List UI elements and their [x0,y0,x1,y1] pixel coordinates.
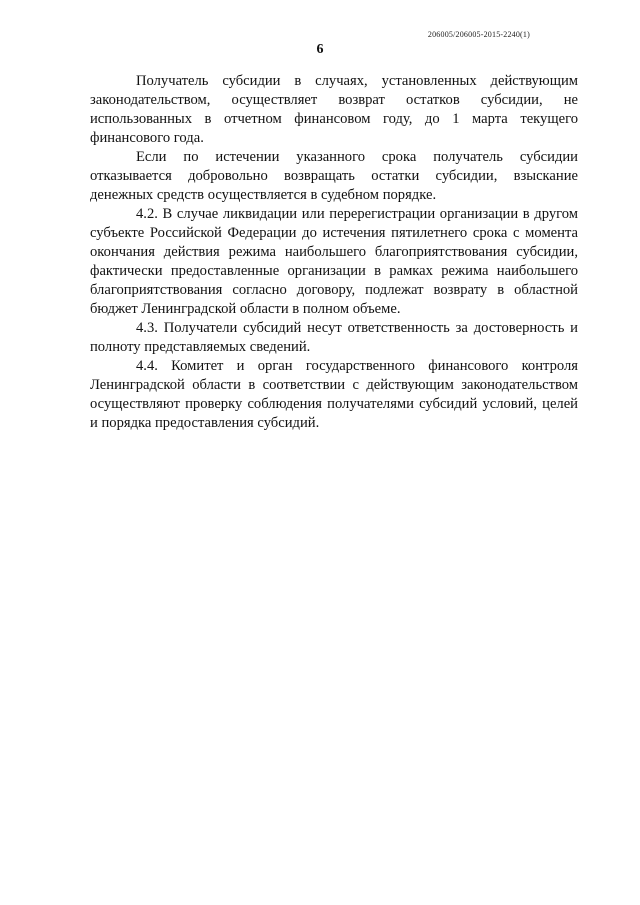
paragraph-court-recovery: Если по истечении указанного срока получатель субсидии отказывается добровольно возвращать остатки субсидии, взыскание денежных средств осуществляется в судебном порядке. [90,149,578,203]
document-code: 206005/206005-2015-2240(1) [427,30,530,39]
paragraph-4-4-control: 4.4. Комитет и орган государственного финансового контроля Ленинградской области в соответствии с действующим законодательством осуществляют проверку соблюдения получателями субсидий условий, целей и порядка предоставления субсидий. [90,358,578,431]
document-body [90,72,578,433]
page-number: 6 [316,42,324,57]
paragraph-refund-deadline: Получатель субсидии в случаях, установленных действующим законодательством, осуществляет возврат остатков субсидии, не использованных в отчетном финансовом году, до 1 марта текущего финансового года. [90,73,578,146]
paragraph-4-3-responsibility: 4.3. Получатели субсидий несут ответственность за достоверность и полноту представляемых сведений. [90,320,578,355]
paragraph-4-2-liquidation: 4.2. В случае ликвидации или перерегистрации организации в другом субъекте Российской Федерации до истечения пятилетнего срока с момента окончания действия режима наибольшего благоприятствования субсидии, фактически предоставленные организации в рамках режима наибольшего благоприятствования согласно договору, подлежат возврату в областной бюджет Ленинградской области в полном объеме. [90,206,578,317]
